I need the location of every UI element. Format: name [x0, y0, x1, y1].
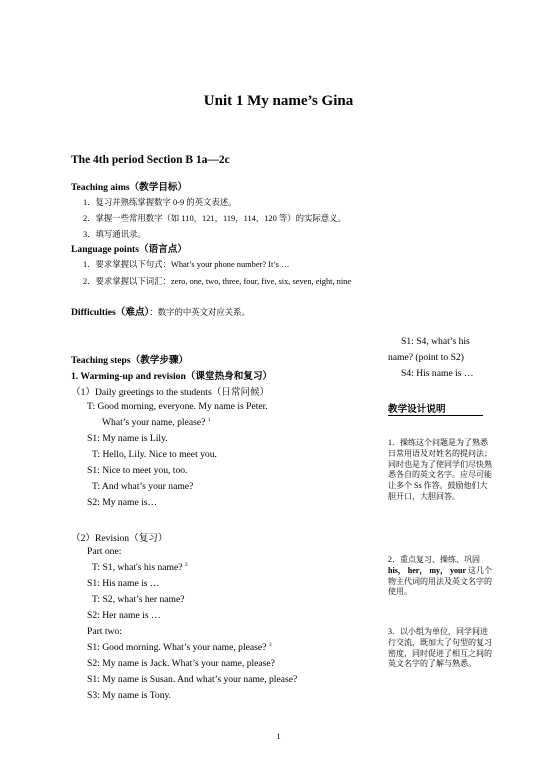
aims-item-3: 3．填写通讯录。	[83, 230, 146, 239]
part-one-line-2: S1: His name is …	[87, 578, 160, 589]
difficulties-label: Difficulties（难点）	[71, 307, 150, 318]
greeting-line-7: S2: My name is…	[87, 497, 158, 508]
sidebar-dialog-line-2: name? (point to S2)	[388, 352, 464, 363]
part-one-label: Part one:	[87, 546, 122, 557]
greeting-line-3: S1: My name is Lily.	[87, 433, 168, 444]
footnote-marker: 3	[268, 642, 272, 648]
part-two-line-4: S3: My name is Tony.	[87, 690, 172, 701]
revision-heading: （2）Revision（复习）	[71, 533, 168, 544]
sidebar-dialog-line-1: S1: S4, what’s his	[401, 336, 470, 347]
design-notes-heading: 教学设计说明	[388, 401, 483, 416]
part-two-label: Part two:	[87, 626, 122, 637]
part-two-line-2: S2: My name is Jack. What’s your name, please?	[87, 658, 275, 669]
footnote-marker: 1	[207, 417, 211, 423]
greetings-heading: （1）Daily greetings to the students（日常问候）	[71, 387, 270, 398]
steps-heading: Teaching steps（教学步骤）	[71, 355, 189, 366]
aims-heading: Teaching aims（教学目标）	[71, 182, 188, 193]
warmup-heading: 1. Warming-up and revision（课堂热身和复习）	[71, 371, 273, 382]
difficulties-line	[71, 304, 250, 318]
part-one-line-3: T: S2, what’s her name?	[92, 594, 185, 605]
pronoun-list: his， her， my， your	[388, 565, 466, 575]
language-point-2: 2．要求掌握以下词汇：zero, one, two, three, four, five, six, seven, eight, nine	[83, 277, 352, 286]
greeting-line-6: T: And what’s your name?	[92, 481, 194, 492]
part-one-line-1: T: S1, what's his name? $^2$	[92, 562, 188, 574]
part-one-line-4: S2: Her name is …	[87, 610, 161, 621]
aims-item-2: 2．掌握一些常用数字（如 110，121，119，114，120 等）的实际意义。	[83, 214, 346, 223]
design-note-2: 2．重点复习、操练、巩固 his， her， my， your 这几个物主代词的用法及英文名字的使用。	[388, 555, 492, 597]
period-heading: The 4th period Section B 1a—2c	[71, 154, 230, 166]
page-title: Unit 1 My name’s Gina	[203, 93, 354, 109]
design-note-1: 1．操练这个问题是为了熟悉日常用语及对姓名的提问法；同时也是为了使同学们尽快熟悉各自的英文名字。应尽可能让多个 Ss 作答。鼓励他们大胆开口，大胆回答。	[388, 438, 492, 501]
difficulties-text: ：数字的中英文对应关系。	[149, 308, 250, 317]
greeting-line-2: What’s your name, please? $^1$	[102, 417, 211, 429]
page-number: 1	[276, 732, 281, 741]
greeting-line-5: S1: Nice to meet you, too.	[87, 465, 188, 476]
language-point-1: 1．要求掌握以下句式：What’s your phone number? It’s …	[83, 260, 290, 269]
sidebar-dialog-line-3: S4: His name is …	[401, 368, 474, 379]
design-note-3: 3．以小组为单位，同学间进行交流，既加大了句型的复习密度，同时促进了相互之间的英文名字的了解与熟悉。	[388, 627, 492, 669]
part-two-line-3: S1: My name is Susan. And what’s your name, please?	[87, 674, 298, 685]
footnote-marker: 2	[184, 562, 188, 568]
part-two-line-1: S1: Good morning. What’s your name, please? $^3$	[87, 642, 272, 654]
language-points-heading: Language points（语言点）	[71, 244, 187, 255]
greeting-line-1: T: Good morning, everyone. My name is Peter.	[87, 401, 268, 412]
greeting-line-4: T: Hello, Lily. Nice to meet you.	[92, 449, 217, 460]
aims-item-1: 1．复习并熟练掌握数字 0-9 的英文表述。	[83, 198, 237, 207]
